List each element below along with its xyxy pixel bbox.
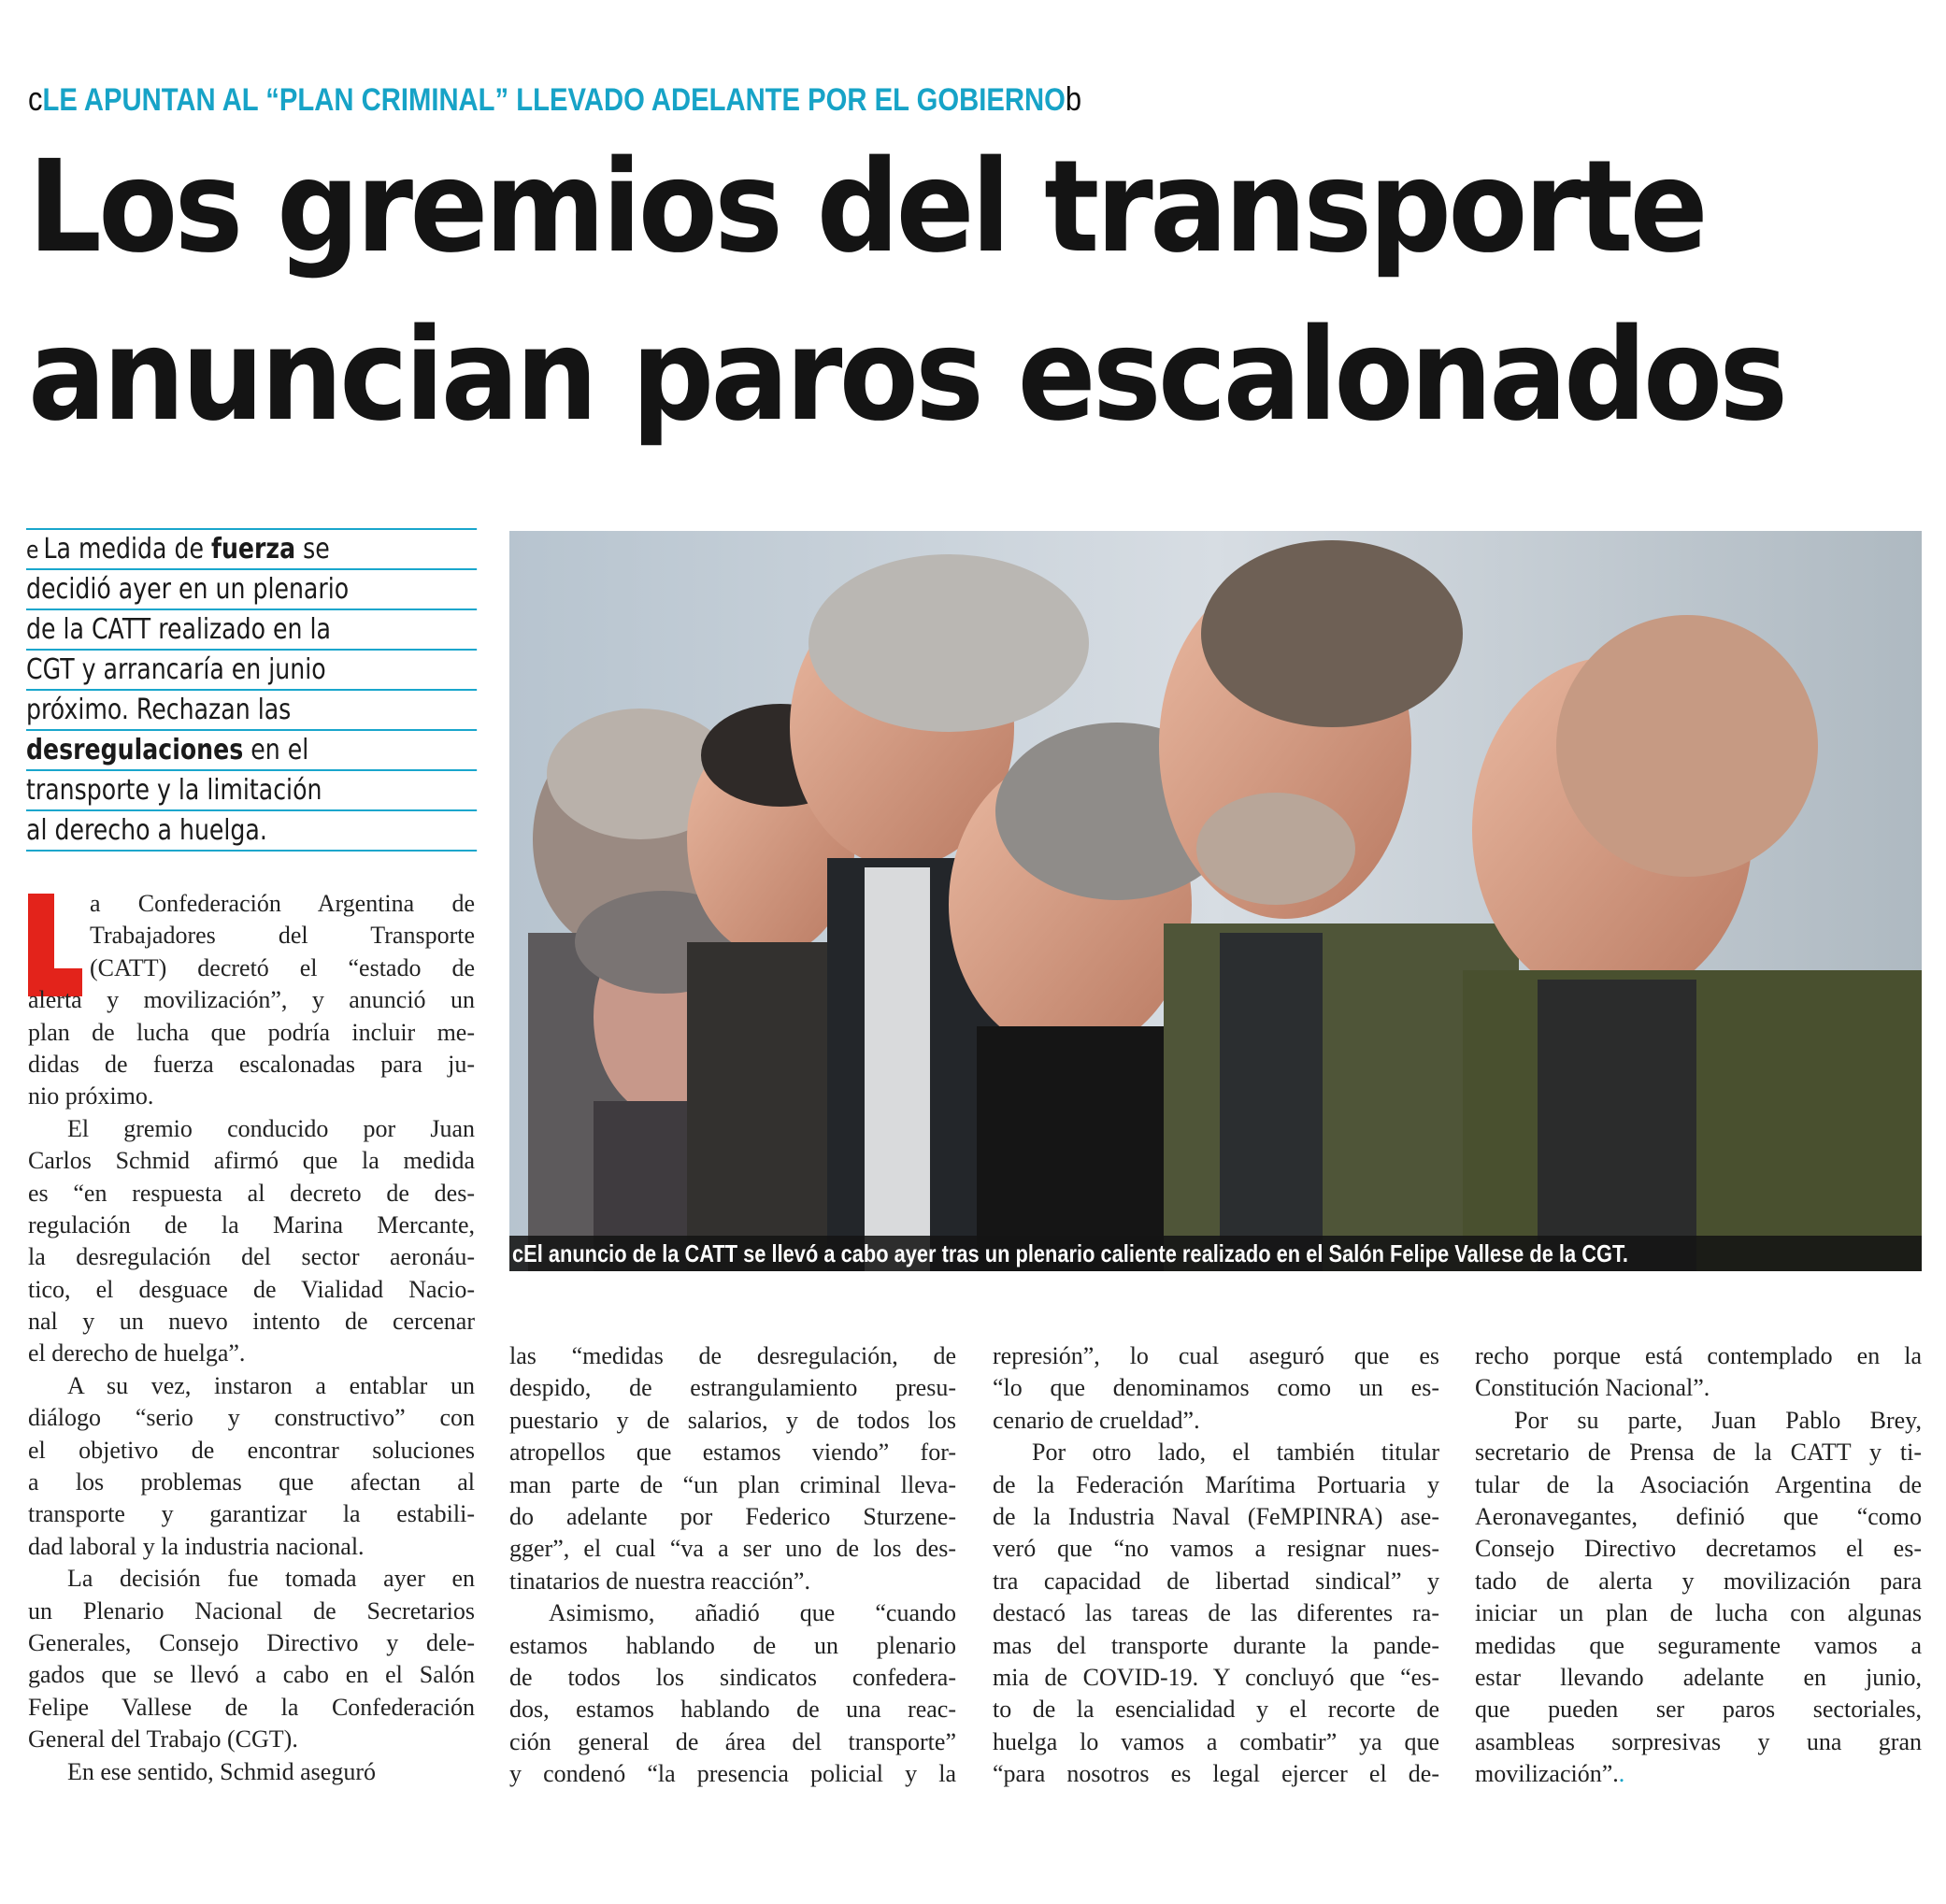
body-line: que pueden ser paros sectoriales, — [1475, 1696, 1922, 1724]
body-line: el objetivo de encontrar soluciones — [28, 1436, 475, 1464]
deck-line: al derecho a huelga. — [26, 809, 477, 852]
deck-line: de la CATT realizado en la — [26, 608, 477, 649]
body-line: despido, de estrangulamiento presu- — [509, 1374, 956, 1402]
deck-text: en el — [243, 734, 309, 766]
body-line: (CATT) decretó el “estado de — [90, 953, 475, 981]
body-line: didas de fuerza escalonadas para ju- — [28, 1050, 475, 1078]
body-line: estamos hablando de un plenario — [509, 1631, 956, 1659]
deck-text: La medida de — [43, 533, 211, 565]
body-line: transporte y garantizar la estabili- — [28, 1500, 475, 1528]
body-line: to de la esencialidad y el recorte de — [993, 1696, 1439, 1724]
body-line — [1475, 1758, 1922, 1790]
body-line: de todos los sindicatos confedera- — [509, 1663, 956, 1691]
body-line: la desregulación del sector aeronáu- — [28, 1243, 475, 1271]
body-column-1 — [28, 888, 475, 1788]
body-line: ción general de área del transporte” — [509, 1727, 956, 1755]
body-line: Por otro lado, el también titular — [1032, 1439, 1439, 1467]
body-line: diálogo “serio y constructivo” con — [28, 1404, 475, 1432]
body-line: destacó las tareas de las diferentes ra- — [993, 1599, 1439, 1627]
body-line: de la Industria Naval (FeMPINRA) ase- — [993, 1502, 1439, 1530]
body-line: gados que se llevó a cabo en el Salón — [28, 1661, 475, 1689]
deck-bullet: e — [26, 537, 39, 565]
body-line-text: movilización”. — [1475, 1760, 1619, 1788]
deck-line — [26, 528, 477, 568]
body-line: puestario y de salarios, y de todos los — [509, 1406, 956, 1434]
body-line: alerta y movilización”, y anunció un — [28, 986, 475, 1014]
body-line: do adelante por Federico Sturzene- — [509, 1502, 956, 1530]
photo-caption — [512, 1236, 1628, 1271]
deck-line — [26, 729, 477, 769]
body-line: atropellos que estamos viendo” for- — [509, 1439, 956, 1467]
body-line: secretario de Prensa de la CATT y ti- — [1475, 1439, 1922, 1467]
body-line: Constitución Nacional”. — [1475, 1374, 1710, 1402]
body-line: Asimismo, añadió que “cuando — [549, 1599, 956, 1627]
body-line: las “medidas de desregulación, de — [509, 1342, 956, 1369]
kicker — [28, 79, 1081, 120]
body-column-4 — [1475, 1340, 1922, 1790]
body-line: Generales, Consejo Directivo y dele- — [28, 1628, 475, 1656]
body-line: asambleas sorpresivas y una gran — [1475, 1727, 1922, 1755]
photo-union-leaders — [509, 531, 1922, 1271]
deck-text: se — [295, 533, 330, 565]
body-line: Consejo Directivo decretamos el es- — [1475, 1535, 1922, 1563]
body-line: General del Trabajo (CGT). — [28, 1725, 298, 1754]
body-column-3 — [993, 1340, 1439, 1790]
body-line: Por su parte, Juan Pablo Brey, — [1514, 1406, 1922, 1434]
body-line: mia de COVID-19. Y concluyó que “es- — [993, 1663, 1439, 1691]
deck-bold: fuerza — [210, 533, 296, 565]
body-line: represión”, lo cual aseguró que es — [993, 1342, 1439, 1369]
body-line: tico, el desguace de Vialidad Nacio- — [28, 1275, 475, 1303]
kicker-close-mark: b — [1065, 79, 1082, 118]
kicker-text: LE APUNTAN AL “PLAN CRIMINAL” LLEVADO ADELANTE POR EL GOBIERNO — [42, 82, 1066, 118]
body-line: iniciar un plan de lucha con algunas — [1475, 1599, 1922, 1627]
body-line: medidas que seguramente vamos a — [1475, 1631, 1922, 1659]
body-line: El gremio conducido por Juan — [67, 1114, 475, 1142]
deck-line: decidió ayer en un plenario — [26, 568, 477, 608]
body-line: gger”, el cual “va a ser uno de los des- — [509, 1535, 956, 1563]
body-line: plan de lucha que podría incluir me- — [28, 1018, 475, 1046]
body-line: Aeronavegantes, definió que “como — [1475, 1502, 1922, 1530]
body-line: a Confederación Argentina de — [90, 890, 475, 917]
body-line: el derecho de huelga”. — [28, 1339, 246, 1367]
body-line: man parte de “un plan criminal lleva- — [509, 1470, 956, 1498]
body-line: Carlos Schmid afirmó que la medida — [28, 1147, 475, 1175]
body-line: tra capacidad de libertad sindical” y — [993, 1567, 1439, 1595]
body-line: tular de la Asociación Argentina de — [1475, 1470, 1922, 1498]
headline-line-1: Los gremios del transporte — [28, 134, 1705, 281]
body-line: de la Federación Marítima Portuaria y — [993, 1470, 1439, 1498]
body-line: dos, estamos hablando de una reac- — [509, 1696, 956, 1724]
deck-line: transporte y la limitación — [26, 769, 477, 809]
body-line: dad laboral y la industria nacional. — [28, 1532, 365, 1560]
body-line: Felipe Vallese de la Confederación — [28, 1693, 475, 1721]
headline-line-2: anuncian paros escalonados — [28, 302, 1785, 450]
deck-line: CGT y arrancaría en junio — [26, 649, 477, 689]
body-line: y condenó “la presencia policial y la — [509, 1760, 956, 1788]
news-photo — [509, 531, 1922, 1271]
body-line: mas del transporte durante la pande- — [993, 1631, 1439, 1659]
deck-bold: desregulaciones — [26, 734, 244, 766]
end-mark: . — [1618, 1760, 1625, 1788]
body-line: Trabajadores del Transporte — [90, 922, 475, 950]
caption-mark: c — [512, 1239, 524, 1267]
body-line: cenario de crueldad”. — [993, 1406, 1200, 1434]
body-line: un Plenario Nacional de Secretarios — [28, 1596, 475, 1625]
deck-summary — [26, 528, 477, 852]
body-line: En ese sentido, Schmid aseguró — [67, 1757, 376, 1785]
body-line: tado de alerta y movilización para — [1475, 1567, 1922, 1595]
body-line: regulación de la Marina Mercante, — [28, 1210, 475, 1238]
body-line: a los problemas que afectan al — [28, 1468, 475, 1496]
body-line: A su vez, instaron a entablar un — [67, 1371, 475, 1399]
body-line: veró que “no vamos a resignar nues- — [993, 1535, 1439, 1563]
body-line: huelga lo vamos a combatir” ya que — [993, 1727, 1439, 1755]
body-line: nio próximo. — [28, 1082, 154, 1110]
kicker-open-mark: c — [28, 79, 43, 118]
body-line: recho porque está contemplado en la — [1475, 1342, 1922, 1369]
body-line: nal y un nuevo intento de cercenar — [28, 1308, 475, 1336]
body-column-2 — [509, 1340, 956, 1790]
body-line: tinatarios de nuestra reacción”. — [509, 1567, 810, 1595]
caption-text: El anuncio de la CATT se llevó a cabo ayer tras un plenario caliente realizado en el Salón Felipe Vallese de la CGT. — [523, 1239, 1628, 1267]
deck-line: próximo. Rechazan las — [26, 689, 477, 729]
body-line: “para nosotros es legal ejercer el de- — [993, 1760, 1439, 1788]
body-line: estar llevando adelante en junio, — [1475, 1663, 1922, 1691]
body-line: “lo que denominamos como un es- — [993, 1374, 1439, 1402]
body-line: La decisión fue tomada ayer en — [67, 1565, 475, 1593]
body-line: es “en respuesta al decreto de des- — [28, 1179, 475, 1207]
